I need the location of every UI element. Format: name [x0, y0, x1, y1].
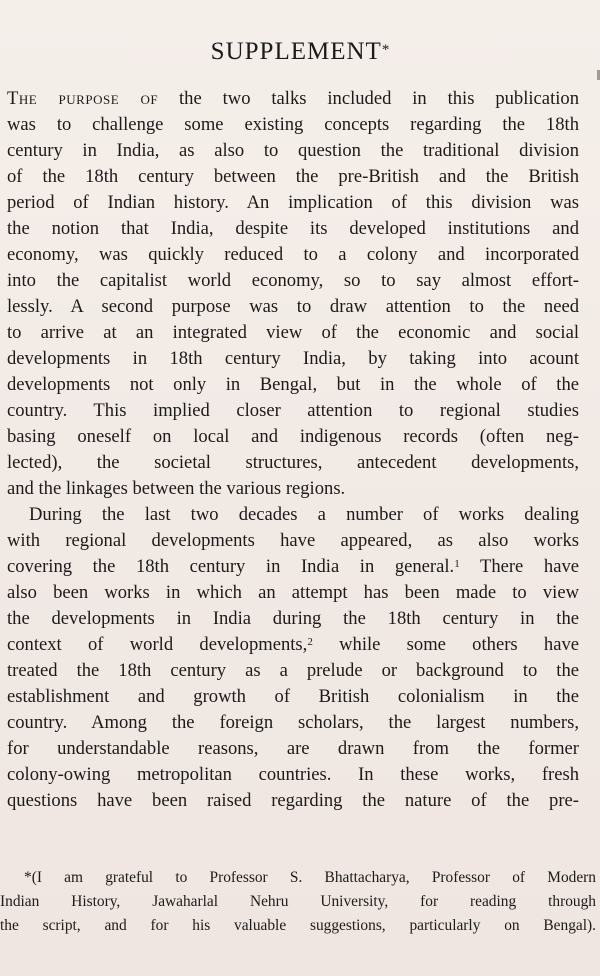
paragraph-2-line: for understandable reasons, are drawn from the former: [7, 738, 579, 759]
paragraph-2-line-text: covering the 18th century in India in general.: [7, 556, 455, 577]
paragraph-1-line: country. This implied closer attention to regional studies: [7, 400, 579, 421]
paragraph-1-line: developments in 18th century India, by taking into acount: [7, 348, 579, 369]
title-text: SUPPLEMENT: [210, 38, 382, 65]
paragraph-1-line: lessly. A second purpose was to draw attention to the need: [7, 296, 579, 317]
paragraph-1-line: period of Indian history. An implication of this division was: [7, 192, 579, 213]
paragraph-2-line: questions have been raised regarding the nature of the pre-: [7, 790, 579, 811]
paragraph-2-line-text: context of world developments,: [7, 634, 308, 655]
paragraph-2-line-text: while some others have: [312, 634, 579, 655]
paragraph-1-line-text: the two talks included in this publication: [158, 88, 579, 109]
paragraph-2-line: treated the 18th century as a prelude or background to the: [7, 660, 579, 681]
paragraph-2-line: with regional developments have appeared, as also works: [7, 530, 579, 551]
paragraph-1-line: and the linkages between the various regions.: [7, 478, 346, 499]
paragraph-1-line: basing oneself on local and indigenous records (often neg-: [7, 426, 579, 447]
footnote-line: the script, and for his valuable suggestions, particularly on Bengal).: [0, 917, 596, 934]
paragraph-1-line: was to challenge some existing concepts regarding the 18th: [7, 114, 579, 135]
paragraph-2-line: also been works in which an attempt has been made to view: [7, 582, 579, 603]
paragraph-2-line: [7, 632, 579, 658]
footnote-line: Indian History, Jawaharlal Nehru University, for reading through: [0, 893, 596, 910]
paragraph-1-line: economy, was quickly reduced to a colony and incorporated: [7, 244, 579, 265]
paragraph-2-line: colony-owing metropolitan countries. In these works, fresh: [7, 764, 579, 785]
paragraph-1-line: lected), the societal structures, antecedent developments,: [7, 452, 579, 473]
paragraph-2-line: During the last two decades a number of works dealing: [29, 504, 579, 525]
paragraph-2-line-text: There have: [459, 556, 579, 577]
paragraph-1-line: developments not only in Bengal, but in the whole of the: [7, 374, 579, 395]
title-footnote-marker: *: [381, 42, 390, 58]
body-text: [7, 86, 579, 814]
paragraph-1-line: of the 18th century between the pre-British and the British: [7, 166, 579, 187]
paragraph-2-line: establishment and growth of British colonialism in the: [7, 686, 579, 707]
paragraph-1-line: to arrive at an integrated view of the economic and social: [7, 322, 579, 343]
page-title: [0, 36, 600, 68]
paragraph-2-line: country. Among the foreign scholars, the largest numbers,: [7, 712, 579, 733]
footnote-reference-2: 2: [307, 636, 313, 648]
paragraph-2-line: [7, 554, 579, 580]
paragraph-1-line: the notion that India, despite its developed institutions and: [7, 218, 579, 239]
lead-in-smallcaps: The purpose of: [7, 88, 159, 109]
paragraph-1-line: century in India, as also to question the traditional division: [7, 140, 579, 161]
paragraph-1-line: into the capitalist world economy, so to say almost effort-: [7, 270, 579, 291]
paragraph-2-line: the developments in India during the 18th century in the: [7, 608, 579, 629]
footnote-reference-1: 1: [454, 558, 460, 570]
paragraph-1-line: [7, 86, 579, 112]
footnote: [0, 866, 596, 938]
footnote-line: *(I am grateful to Professor S. Bhattacharya, Professor of Modern: [24, 869, 596, 886]
